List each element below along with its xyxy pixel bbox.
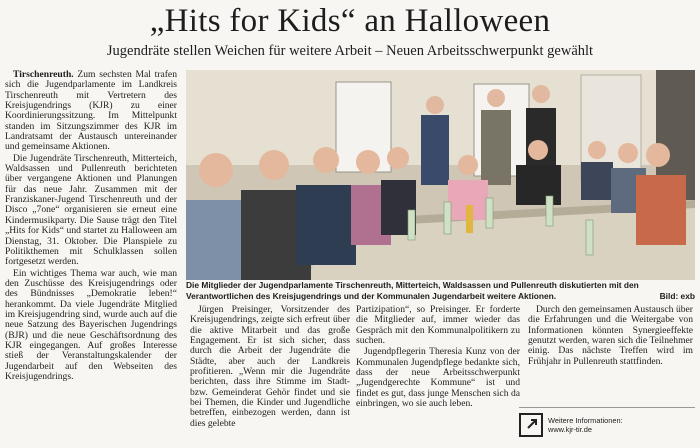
article-column-2 [190, 305, 350, 429]
group-photo-illustration [186, 70, 695, 280]
info-link[interactable]: www.kjr-tir.de [548, 425, 592, 434]
external-link-icon [519, 413, 543, 437]
paragraph-7: Durch den gemeinsamen Austausch über die Erfahrungen und die Weitergabe von Informationen könnten Synergieeffekte genutzt werden, waren sich die Teilnehmer einig. Das nächste Treffen wird im Frühjahr in Pullenreuth stattfinden. [528, 304, 693, 367]
paragraph-3: Ein wichtiges Thema war auch, wie man den Zuschüsse des Kreisjugendrings oder des Bündnisses „Demokratie leben!“ herankommt. Da viele Jugendräte Mitglied im Kreisjugendring sind, wurde auch auf die neue Satzung des Bayerischen Jugendrings (BJR) und die neue Geschäftsordnung des KJR eingegangen. Auf großes Interesse stieß der Veranstaltungskalender der Jugendarbeit auf den Webseiten des Kreisjugendrings. [5, 267, 177, 382]
photo-credit: Bild: exb [659, 291, 695, 302]
group-photo [186, 70, 695, 280]
subheadline: Jugendräte stellen Weichen für weitere Arbeit – Neuen Arbeitsschwerpunkt gewählt [106, 43, 594, 59]
paragraph-5: Partizipation“, so Preisinger. Er forderte die Mitglieder auf, immer wieder das Gespräch mit den Kommunalpolitikern zu suchen. [356, 304, 520, 347]
article-column-4 [528, 305, 693, 367]
article-column-left [5, 70, 177, 440]
photo-caption [186, 280, 695, 302]
paragraph-4: Jürgen Preisinger, Vorsitzender des Kreisjugendrings, zeigte sich erfreut über die aktive Mitarbeit und das große Engagement. Er ist sich sicher, dass durch die Arbeit der Jugendräte die Städte, aber auch der Landkreis profitieren. „Wenn mir die Jugendräte berichten, dass ihre Stimme im Stadt- bzw. Gemeinderat Gehör findet und sie bei Themen, die Kinder und Jugendliche betreffen, einbezogen werden, dann ist dies gelebte [190, 304, 350, 429]
caption-text: Die Mitglieder der Jugendparlamente Tirschenreuth, Mitterteich, Waldsassen und Pullenreuth diskutierten mit den Verantwortlichen des Kreisjugendrings und der Kommunalen Jugendarbeit weitere Aktionen. [186, 280, 639, 301]
paragraph-2: Die Jugendräte Tirschenreuth, Mitterteich, Waldsassen und Pullenreuth berichteten über vergangene Aktionen und Planungen für das neue Jahr. Zusammen mit der Franziskaner-Jugend Tirschenreuth und der Disco „7one“ organisieren sie erneut eine Kindermusikparty. Die Sause trägt den Titel „Hits for Kids“ und startet zu Halloween am Dienstag, 31. Oktober. Die Planspiele zu Politikthemen mit Schulklassen sollen fortgesetzt werden. [5, 152, 177, 268]
info-text [548, 416, 623, 434]
paragraph-1 [5, 70, 177, 153]
headline: „Hits for Kids“ an Halloween [149, 3, 551, 39]
paragraph-6: Jugendpflegerin Theresia Kunz von der Kommunalen Jugendpflege bedankte sich, dass der neue Arbeitsschwerpunkt „Jugendgerechte Kommune“ ist und findet es gut, dass junge Menschen sich da einbringen, wo sie auch leben. [356, 346, 520, 410]
dateline: Tirschenreuth. [13, 69, 74, 80]
article-column-3 [356, 305, 520, 409]
paragraph-1-text: Zum sechsten Mal trafen sich die Jugendparlamente im Landkreis Tirschenreuth mit Vertretern des Kreisjugendrings (KJR) zu einer Koordinierungssitzung. Im Mittelpunkt standen im Sitzungszimmer des KJR im Landratsamt der Austausch untereinander und gemeinsame Aktionen. [5, 69, 177, 153]
info-box [519, 408, 697, 442]
info-label: Weitere Informationen: [548, 416, 623, 425]
